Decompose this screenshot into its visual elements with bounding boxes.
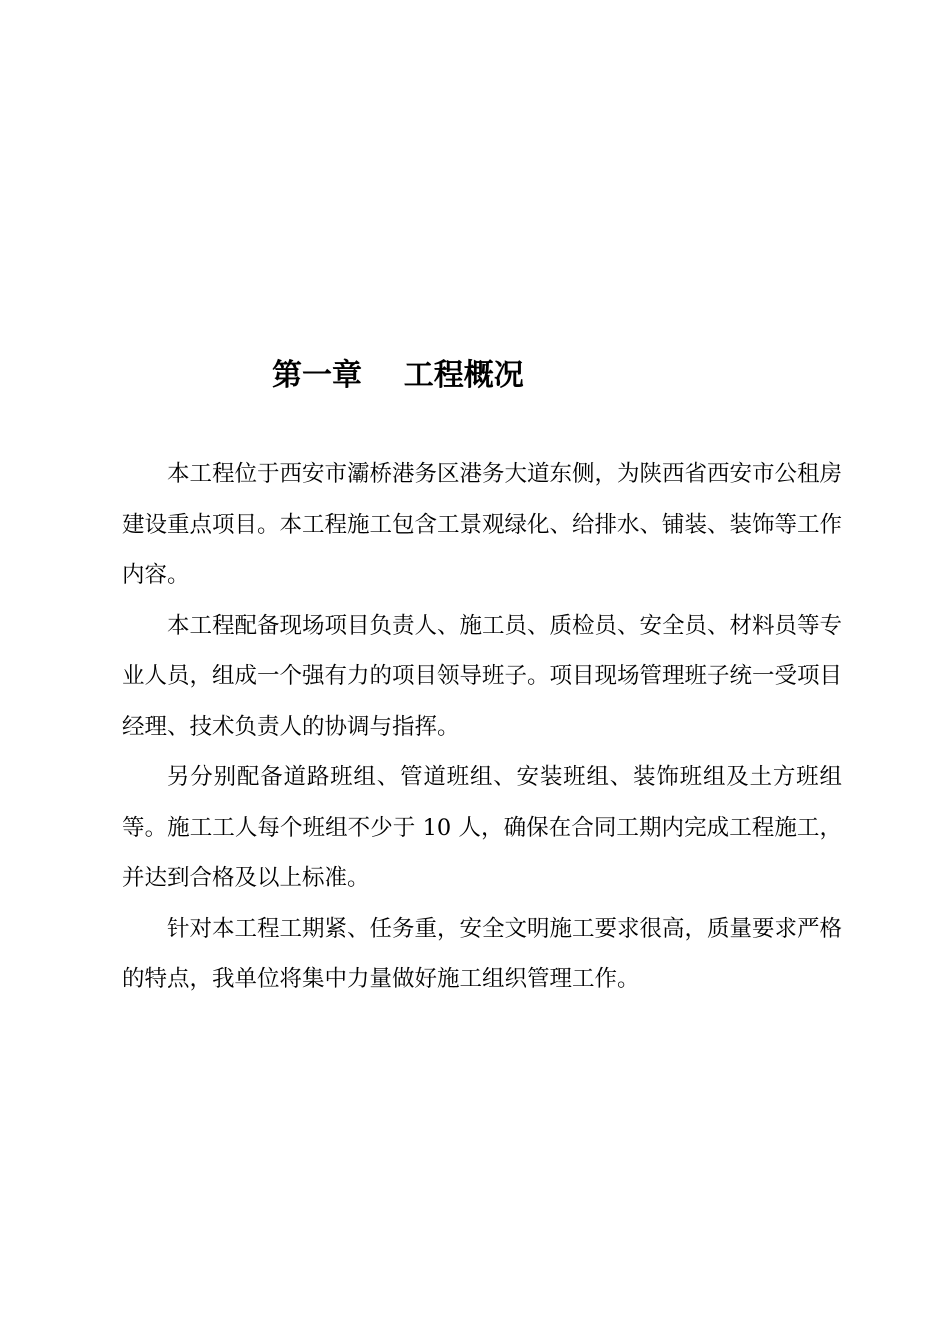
paragraph-project-staffing: 本工程配备现场项目负责人、施工员、质检员、安全员、材料员等专业人员，组成一个强有力的项目领导班子。项目现场管理班子统一受项目经理、技术负责人的协调与指挥。	[122, 612, 843, 740]
chapter-body	[122, 449, 842, 1005]
paragraph-work-teams: 另分别配备道路班组、管道班组、安装班组、装饰班组及土方班组等。施工工人每个班组不少于 10 人，确保在合同工期内完成工程施工，并达到合格及以上标准。	[122, 764, 842, 891]
paragraph-management-focus: 针对本工程工期紧、任务重，安全文明施工要求很高，质量要求严格的特点，我单位将集中力量做好施工组织管理工作。	[122, 915, 843, 992]
chapter-title: 第一章 工程概况	[272, 358, 524, 393]
paragraph-project-location: 本工程位于西安市灞桥港务区港务大道东侧，为陕西省西安市公租房建设重点项目。本工程施工包含工景观绿化、给排水、铺装、装饰等工作内容。	[122, 461, 843, 588]
